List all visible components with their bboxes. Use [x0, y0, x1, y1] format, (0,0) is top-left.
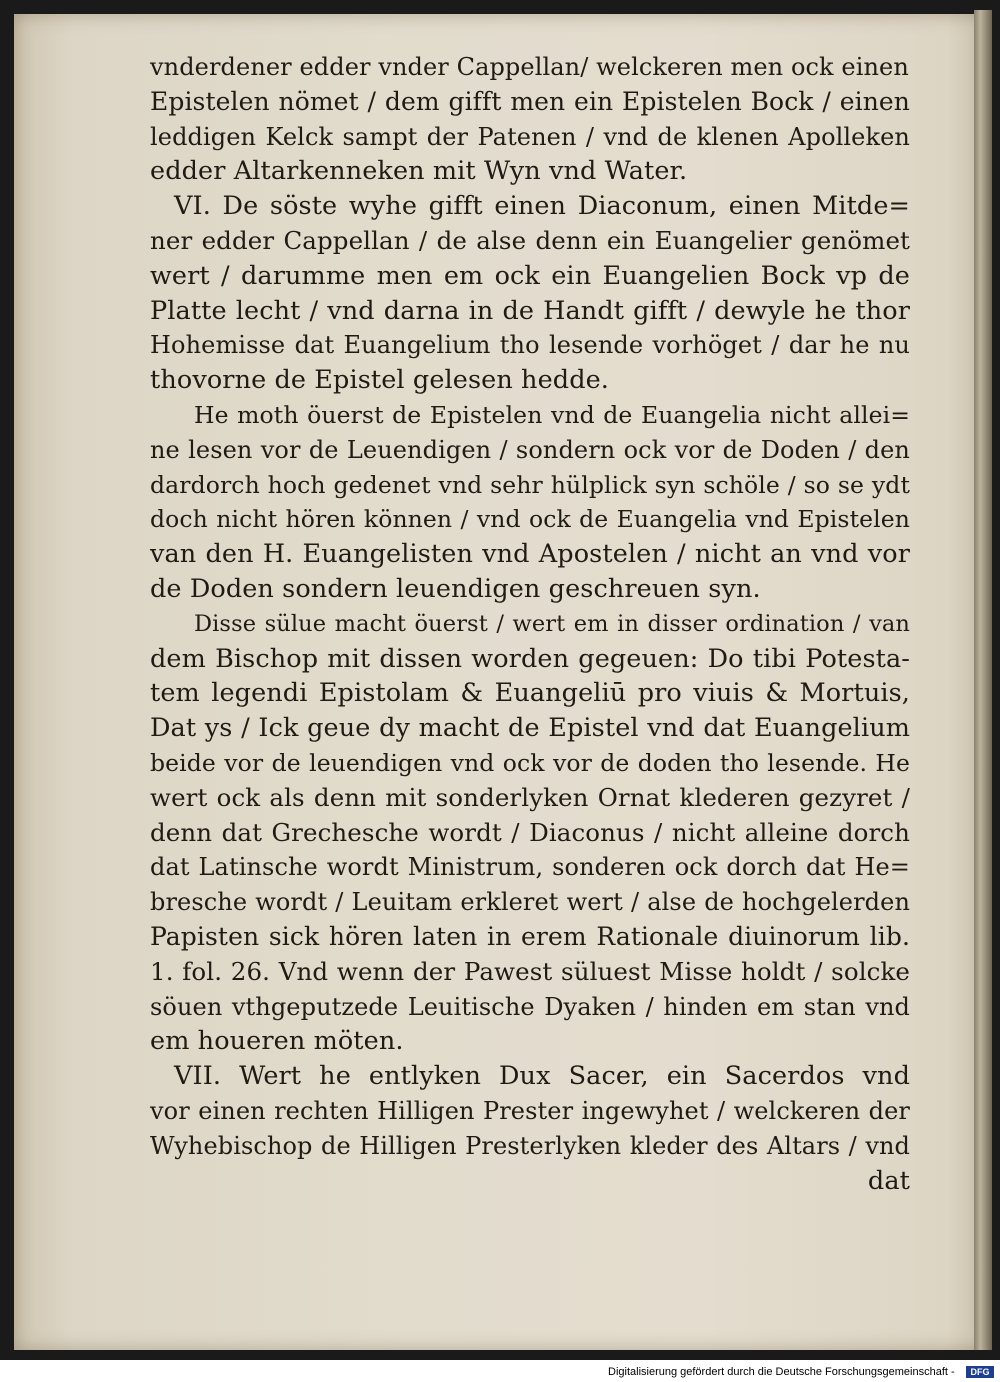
text-line: Dat ys / Ick geue dy macht de Epistel vnd dat Euangelium [150, 713, 910, 744]
paragraph-start: He moth öuerst de Epistelen vnd de Euangelia nicht allei= [194, 400, 910, 429]
text-line: dat Latinsche wordt Ministrum, sonderen ock dorch dat He= [150, 853, 910, 882]
text-line: de Doden sondern leuendigen geschreuen syn. [150, 573, 761, 604]
text-line: 1. fol. 26. Vnd wenn der Pawest süluest Misse holdt / solcke [150, 956, 910, 986]
section-heading-vi: VI. De söste wyhe gifft einen Diaconum, einen Mitde= [174, 191, 910, 222]
text-line: van den H. Euangelisten vnd Apostelen / nicht an vnd vor [150, 539, 910, 570]
text-line: em houeren möten. [150, 1026, 404, 1057]
page-edge [974, 10, 992, 1350]
text-line: Platte lecht / vnd darna in de Handt gifft / dewyle he thor [150, 295, 910, 326]
catchword: dat [867, 1165, 910, 1196]
text-line: söuen vthgeputzede Leuitische Dyaken / hinden em stan vnd [150, 992, 910, 1021]
text-line: dem Bischop mit dissen worden gegeuen: Do tibi Potesta- [150, 643, 910, 674]
dfg-logo: DFG [966, 1366, 994, 1378]
text-line: Hohemisse dat Euangelium tho lesende vorhöget / dar he nu [150, 331, 910, 360]
text-line: thovorne de Epistel gelesen hedde. [150, 365, 610, 396]
text-line: doch nicht hören können / vnd ock de Euangelia vnd Epistelen [150, 505, 910, 534]
text-line: wert ock als denn mit sonderlyken Ornat klederen gezyret / [150, 782, 910, 812]
text-line: edder Altarkenneken mit Wyn vnd Water. [150, 156, 688, 187]
text-line: Epistelen nömet / dem gifft men ein Epistelen Bock / einen [150, 86, 910, 116]
text-line: Wyhebischop de Hilligen Presterlyken kleder des Altars / vnd [150, 1131, 910, 1160]
text-line: ne lesen vor de Leuendigen / sondern ock vor de Doden / den [150, 435, 910, 464]
text-line: dardorch hoch gedenet vnd sehr hülplick syn schöle / so se ydt [150, 470, 910, 499]
section-heading-vii: VII. Wert he entlyken Dux Sacer, ein Sacerdos vnd [174, 1061, 910, 1092]
text-line: leddigen Kelck sampt der Patenen / vnd de klenen Apolleken [150, 122, 910, 151]
text-line: Papisten sick hören laten in erem Rationale diuinorum lib. [150, 921, 910, 951]
page-text-block [150, 50, 910, 1198]
text-line: ner edder Cappellan / de alse denn ein Euangelier genömet [150, 225, 910, 255]
text-line: tem legendi Epistolam & Euangeliū pro viuis & Mortuis, [150, 678, 910, 709]
text-line: vor einen rechten Hilligen Prester ingewyhet / welckeren der [150, 1096, 910, 1125]
digitization-credit: Digitalisierung gefördert durch die Deutsche Forschungsgemeinschaft - [608, 1366, 955, 1378]
text-line: beide vor de leuendigen vnd ock vor de doden tho lesende. He [150, 748, 910, 777]
text-line: wert / darumme men em ock ein Euangelien Bock vp de [150, 260, 910, 291]
text-line: vnderdener edder vnder Cappellan/ welckeren men ock einen [150, 53, 909, 81]
text-line: denn dat Grechesche wordt / Diaconus / nicht alleine dorch [150, 817, 910, 847]
paragraph-start: Disse sülue macht öuerst / wert em in disser ordination / van [194, 610, 910, 637]
text-line: bresche wordt / Leuitam erkleret wert / alse de hochgelerden [150, 888, 910, 917]
